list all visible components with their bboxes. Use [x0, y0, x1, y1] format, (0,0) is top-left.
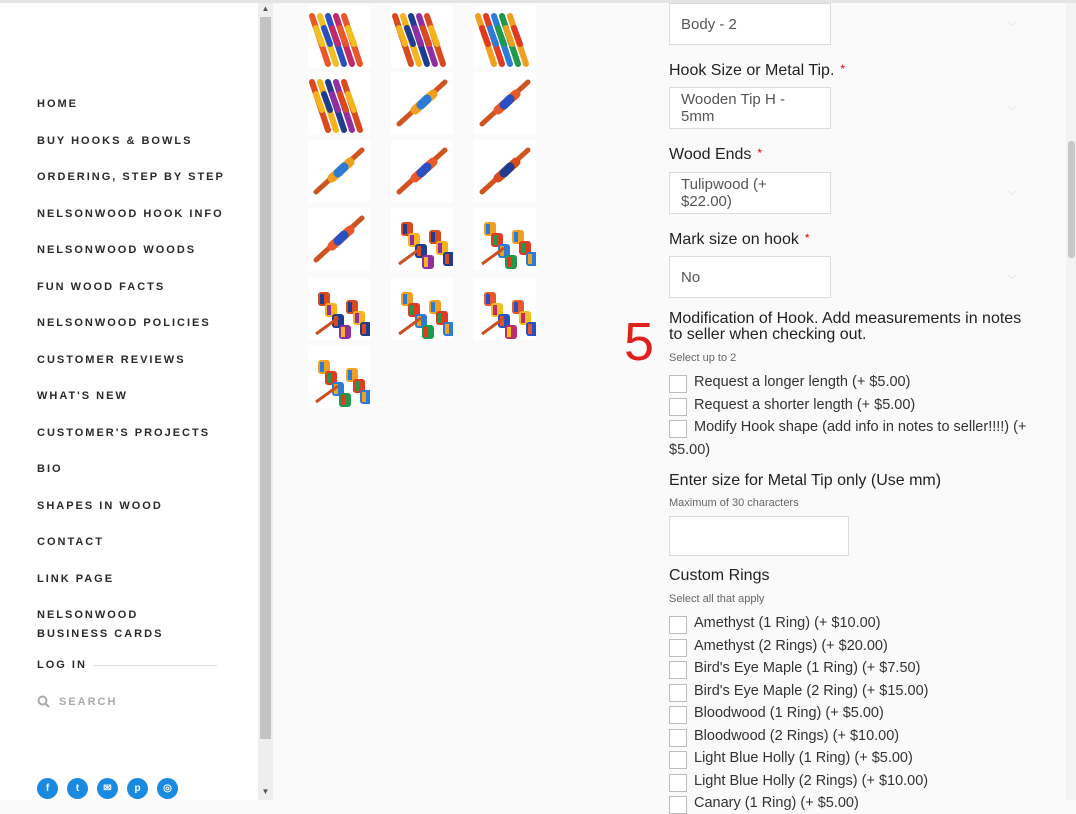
- checkbox[interactable]: [669, 706, 687, 724]
- search[interactable]: [37, 695, 117, 708]
- checkbox[interactable]: [669, 774, 687, 792]
- body-select[interactable]: [669, 3, 831, 45]
- product-thumbnail[interactable]: [391, 208, 453, 270]
- product-thumbnail[interactable]: [474, 72, 536, 134]
- product-thumbnail[interactable]: [308, 208, 370, 270]
- nav-item-business-cards[interactable]: NELSONWOOD BUSINESS CARDS: [37, 609, 164, 640]
- product-thumbnail[interactable]: [391, 140, 453, 202]
- nav-item-policies[interactable]: NELSONWOOD POLICIES: [37, 317, 211, 329]
- pinterest-icon[interactable]: p: [127, 778, 148, 799]
- sidebar-scrollbar-thumb[interactable]: [260, 17, 271, 739]
- ring-option[interactable]: Light Blue Holly (2 Rings) (+ $10.00): [669, 773, 928, 792]
- wood-ends-select[interactable]: [669, 172, 831, 214]
- sidebar-scrollbar[interactable]: [258, 3, 273, 800]
- main-nav: [37, 95, 227, 662]
- mark-size-label: Mark size on hook *: [669, 231, 810, 248]
- page-scrollbar[interactable]: [1066, 3, 1076, 800]
- product-thumbnail[interactable]: [474, 278, 536, 340]
- nav-item-contact[interactable]: CONTACT: [37, 536, 104, 548]
- nav-item-woods[interactable]: NELSONWOOD WOODS: [37, 244, 197, 256]
- checkbox[interactable]: [669, 796, 687, 814]
- mod-shape-checkbox[interactable]: Modify Hook shape (add info in notes to seller!!!!) (+: [669, 419, 1026, 438]
- login-row: [37, 656, 217, 675]
- scroll-up-arrow-icon[interactable]: ▲: [261, 4, 270, 13]
- checkbox[interactable]: [669, 684, 687, 702]
- checkbox[interactable]: [669, 398, 687, 416]
- checkbox[interactable]: [669, 639, 687, 657]
- ring-option[interactable]: Bloodwood (2 Rings) (+ $10.00): [669, 728, 899, 747]
- nav-item-home[interactable]: HOME: [37, 98, 78, 110]
- nav-item-bio[interactable]: BIO: [37, 463, 63, 475]
- chevron-down-icon: ⌵: [1008, 17, 1017, 29]
- product-thumbnail[interactable]: [308, 6, 370, 68]
- mark-size-value: No: [681, 268, 701, 286]
- ring-option[interactable]: Light Blue Holly (1 Ring) (+ $5.00): [669, 750, 913, 769]
- checkbox[interactable]: [669, 616, 687, 634]
- sidebar: [0, 3, 258, 800]
- product-thumbnail[interactable]: [391, 72, 453, 134]
- metal-tip-input[interactable]: [669, 516, 849, 556]
- page-scrollbar-thumb[interactable]: [1068, 141, 1075, 258]
- ring-option[interactable]: Bird's Eye Maple (1 Ring) (+ $7.50): [669, 660, 920, 679]
- nav-item-link-page[interactable]: LINK PAGE: [37, 572, 115, 585]
- modification-hint: Select up to 2: [669, 352, 737, 364]
- product-thumbnail[interactable]: [474, 140, 536, 202]
- checkbox[interactable]: [669, 375, 687, 393]
- search-icon: [37, 695, 50, 708]
- mod-shape-price: $5.00): [669, 442, 711, 458]
- nav-item-shapes-in-wood[interactable]: SHAPES IN WOOD: [37, 499, 163, 512]
- mark-size-select[interactable]: [669, 256, 831, 298]
- nav-item-whats-new[interactable]: WHAT'S NEW: [37, 390, 128, 402]
- product-thumbnail[interactable]: [308, 278, 370, 340]
- login-link[interactable]: LOG IN: [37, 659, 87, 671]
- ring-option[interactable]: Amethyst (2 Rings) (+ $20.00): [669, 638, 888, 657]
- hook-size-select[interactable]: [669, 87, 831, 129]
- product-thumbnail[interactable]: [308, 140, 370, 202]
- ring-option[interactable]: Bird's Eye Maple (2 Ring) (+ $15.00): [669, 683, 928, 702]
- modification-label: Modification of Hook. Add measurements in notes to seller when checking out.: [669, 310, 1022, 343]
- facebook-icon[interactable]: f: [37, 778, 58, 799]
- custom-rings-hint: Select all that apply: [669, 593, 765, 605]
- custom-rings-label: Custom Rings: [669, 567, 770, 584]
- product-thumbnail[interactable]: [391, 278, 453, 340]
- ring-option[interactable]: Amethyst (1 Ring) (+ $10.00): [669, 615, 881, 634]
- product-thumbnail[interactable]: [308, 72, 370, 134]
- nav-item-ordering[interactable]: ORDERING, STEP BY STEP: [37, 171, 225, 183]
- nav-item-customer-reviews[interactable]: CUSTOMER REVIEWS: [37, 353, 186, 366]
- product-thumbnail[interactable]: [308, 346, 370, 408]
- wood-ends-value: Tulipwood (+ $22.00): [681, 176, 767, 210]
- chevron-down-icon: ⌵: [1008, 186, 1017, 198]
- checkbox[interactable]: [669, 420, 687, 438]
- wood-ends-label: Wood Ends *: [669, 146, 763, 163]
- email-icon[interactable]: ✉: [97, 778, 118, 799]
- mod-longer-checkbox[interactable]: Request a longer length (+ $5.00): [669, 374, 910, 393]
- chevron-down-icon: ⌵: [1008, 270, 1017, 282]
- instagram-icon[interactable]: ◎: [157, 778, 178, 799]
- metal-tip-hint: Maximum of 30 characters: [669, 497, 799, 509]
- hook-size-value: Wooden Tip H - 5mm: [681, 91, 785, 125]
- checkbox[interactable]: [669, 751, 687, 769]
- nav-item-buy-hooks-bowls[interactable]: BUY HOOKS & BOWLS: [37, 134, 193, 147]
- hook-size-label: Hook Size or Metal Tip. *: [669, 62, 846, 79]
- twitter-icon[interactable]: t: [67, 778, 88, 799]
- product-thumbnail[interactable]: [474, 6, 536, 68]
- search-label: SEARCH: [59, 695, 118, 708]
- social-links: [37, 778, 178, 799]
- ring-option[interactable]: Canary (1 Ring) (+ $5.00): [669, 795, 859, 814]
- chevron-down-icon: ⌵: [1008, 101, 1017, 113]
- checkbox[interactable]: [669, 661, 687, 679]
- product-thumbnail[interactable]: [391, 6, 453, 68]
- scroll-down-arrow-icon[interactable]: ▼: [261, 787, 270, 796]
- nav-item-customers-projects[interactable]: CUSTOMER'S PROJECTS: [37, 426, 211, 439]
- mod-shorter-checkbox[interactable]: Request a shorter length (+ $5.00): [669, 397, 915, 416]
- ring-option[interactable]: Bloodwood (1 Ring) (+ $5.00): [669, 705, 884, 724]
- nav-item-hook-info[interactable]: NELSONWOOD HOOK INFO: [37, 207, 224, 220]
- login-divider: [93, 665, 217, 666]
- annotation-number: 5: [624, 312, 655, 372]
- body-select-value: Body - 2: [681, 15, 737, 33]
- checkbox[interactable]: [669, 729, 687, 747]
- product-thumbnail[interactable]: [474, 208, 536, 270]
- metal-tip-label: Enter size for Metal Tip only (Use mm): [669, 472, 942, 489]
- nav-item-fun-wood-facts[interactable]: FUN WOOD FACTS: [37, 280, 166, 293]
